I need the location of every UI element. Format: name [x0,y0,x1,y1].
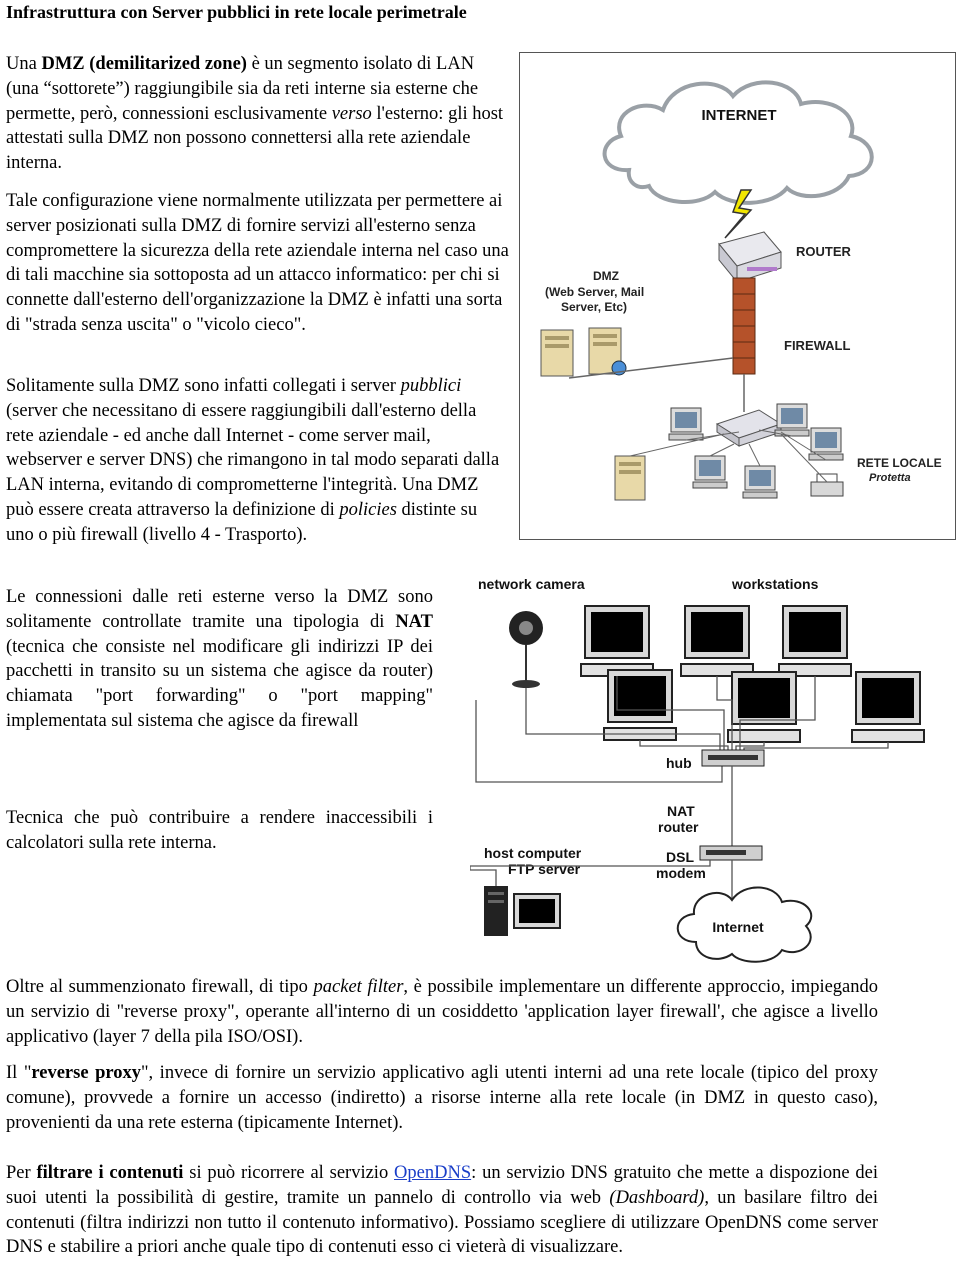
nat-label: NAT [667,803,695,819]
paragraph-configuration: Tale configurazione viene normalmente utilizzata per permettere ai server posizionati sulla DMZ di fornire servizi all'esterno senza compromettere la sicurezza della rete aziendale interna nel caso una di tali macchine sia sottoposta ad un attacco informatico: per chi si connette dall'esterno dell'organizzazione la DMZ è infatti una sorta di "strada senza uscita" o "vicolo cieco". [6,191,509,335]
text: : un servizio DNS gratuito che mette a dispozione dei suoi utenti la possibilità di gestire, tramite un pannelo di controllo via web [6,1163,878,1208]
italic-verso: verso [331,103,372,124]
firewall-icon [733,278,755,374]
workstation-icon [809,428,843,460]
text: Oltre al summenzionato firewall, di tipo [6,977,314,997]
workstation-icon [728,672,800,742]
paragraph-technique: Tecnica che può contribuire a rendere inaccessibili i calcolatori sulla rete interna. [6,808,433,853]
text: l'esterno: gli host attestati sulla DMZ non possono connettersi alla rete aziendale interna. [6,103,504,174]
text: si può ricorrere al servizio [183,1163,395,1183]
page-title: Infrastruttura con Server pubblici in rete locale perimetrale [6,2,467,22]
text: distinte su uno o più firewall (livello 4 - Trasporto). [6,499,478,545]
bold-filtrare: filtrare i contenuti [36,1163,184,1183]
paragraph-opendns [6,1161,878,1260]
text: ", invece di fornire un servizio applicativo agli utenti interni ad una rete locale (tipico del proxy comune), provvede a fornire un accesso (indiretto) a risorse interne alla rete locale (in DMZ in questo caso), provenienti da una rete esterna (tipicamente Internet). [6,1063,878,1133]
paragraph-nat [6,585,433,734]
opendns-link[interactable]: OpenDNS [394,1163,472,1183]
workstation-icon [779,606,851,676]
internet-label: INTERNET [701,107,777,124]
workstation-icon [743,466,777,498]
network-camera-icon [509,611,543,688]
bold-nat: NAT [395,611,433,632]
nat-network-diagram [470,570,948,970]
hub-icon [702,750,764,766]
text: Solitamente sulla DMZ sono infatti collegati i server [6,376,401,396]
dsl-modem-label: modem [656,865,706,881]
ftp-server-label: FTP server [508,861,581,877]
lan-label: RETE LOCALE [857,456,942,470]
host-computer-label: host computer [484,845,582,861]
workstation-icon [693,456,727,488]
firewall-label: FIREWALL [784,338,851,353]
nat-router-icon [700,846,762,860]
bold-reverse-proxy: reverse proxy [31,1063,141,1083]
lan-sub-label: Protetta [869,472,911,484]
network-camera-label: network camera [478,576,585,592]
hub-label: hub [666,755,692,771]
italic-dashboard: (Dashboard) [609,1187,705,1208]
internet-label: Internet [712,919,764,935]
nat-router-label: router [658,819,699,835]
dmz-sub-label-1: (Web Server, Mail [545,285,645,299]
workstation-icon [604,670,676,740]
workstation-icon [681,606,753,676]
workstation-icon [669,408,703,440]
text: , è possibile implementare un differente approccio, impiegando un servizio di "reverse proxy", operante all'interno di un cosiddetto 'application layer firewall', che agisce a livello applicativo (layer 7 della pila ISO/OSI). [6,977,879,1047]
italic-pubblici: pubblici [400,376,462,396]
text: Il " [6,1063,32,1083]
dmz-server-icon [541,330,573,376]
text: , un basilare filtro dei contenuti (filtra indirizzi non tutto il contenuto informativo). Possiamo scegliere di utilizzare OpenDNS come server DNS e stabilire a priori anche quale tipo di contenuti esso ci vieterà di visualizzare. [6,1187,878,1258]
dmz-network-diagram [519,52,956,540]
workstations-label: workstations [732,576,819,592]
italic-packet-filter: packet filter [313,977,404,997]
dmz-sub-label-2: Server, Etc) [561,300,628,314]
text: (tecnica che consiste nel modificare gli indirizzi IP dei pacchetti in transito su un sistema che agisce da router) chiamata "port forwarding" o "port mapping" implementata sul sistema che agisce da firewall [6,636,433,731]
dmz-label: DMZ [593,269,619,283]
workstation-icon [852,672,924,742]
text: Una [6,54,42,74]
lan-server-icon [615,456,645,500]
italic-policies: policies [339,499,397,520]
text: Per [6,1163,37,1183]
text: (server che necessitano di essere raggiungibili dall'esterno della rete aziendale - ed anche dall Internet - come server mail, webserver e server DNS) che rimangono in tal modo separati dalla LAN interna, evitando di comprometterne l'integrità. Una DMZ può essere creata attraverso la definizione di [6,400,500,520]
dmz-server-icon [589,328,626,375]
dsl-label: DSL [666,849,694,865]
bold-dmz: DMZ [41,54,85,74]
paragraph-public-servers [6,374,501,548]
workstation-icon [775,404,809,436]
paragraph-dmz-definition [6,52,511,176]
paragraph-packet-filter [6,975,878,1049]
bold-demilitarized: (demilitarized zone) [89,54,247,74]
ftp-server-icon [484,886,560,936]
paragraph-reverse-proxy [6,1061,878,1135]
text: è un segmento isolato di LAN (una “sottorete”) raggiungibile sia da reti interne sia esterne che permette, però, connessioni esclusivamente [6,54,479,124]
workstation-icon [581,606,653,676]
text: Le connessioni dalle reti esterne verso la DMZ sono solitamente controllate tramite una tipologia di [6,587,433,632]
router-label: ROUTER [796,244,851,259]
